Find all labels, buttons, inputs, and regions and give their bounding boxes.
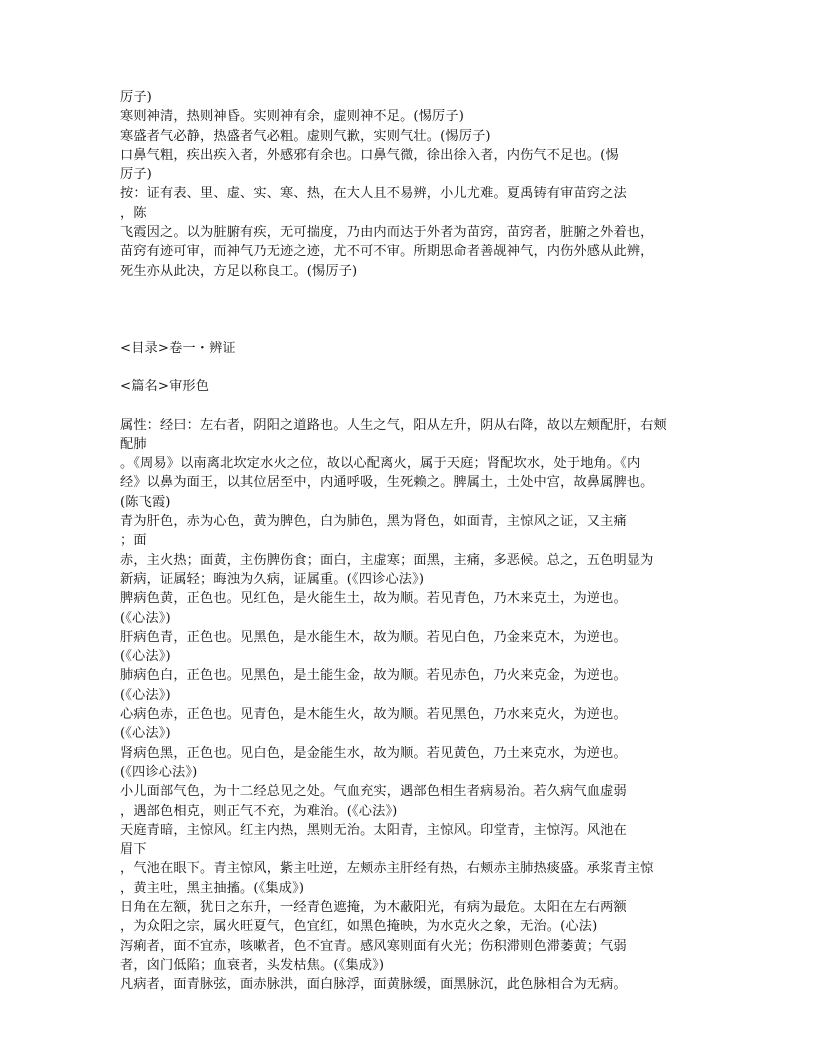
text-line: 厉子): [120, 90, 152, 105]
text-line: 新病，证属轻；晦浊为久病，证属重。(《四诊心法》): [120, 571, 425, 587]
section-heading: <篇名>审形色: [120, 379, 210, 395]
text-line: (《心法》): [120, 649, 171, 665]
text-line: 眉下: [120, 842, 147, 858]
text-line: ，黄主吐，黑主抽搐。(《集成》): [120, 880, 305, 896]
text-line: 赤，主火热；面黄，主伤脾伤食；面白，主虚寒；面黑，主痛，多恶候。总之，五色明显为: [120, 552, 654, 568]
text-line: ，气池在眼下。青主惊风，紫主吐逆，左颊赤主肝经有热，右颊赤主肺热痰盛。承浆青主惊: [120, 861, 654, 877]
text-line: 泻痢者，面不宜赤，咳嗽者，色不宜青。感风寒则面有火光；伤积滞则色滞萎黄；气弱: [120, 938, 627, 954]
text-line: 飞霞因之。以为脏腑有疾，无可揣度，乃由内而达于外者为苗窍，苗窍者，脏腑之外着也，: [120, 225, 654, 241]
text-line: 肝病色青，正色也。见黑色，是水能生木，故为顺。若见白色，乃金来克木，为逆也。: [120, 629, 627, 645]
text-line: 配肺: [120, 436, 147, 452]
text-line: 经》以鼻为面王，以其位居至中，内通呼吸，生死赖之。脾属土，土处中宫，故鼻属脾也。: [120, 475, 654, 491]
text-line: 厉子): [120, 167, 152, 183]
text-block-2: [120, 416, 720, 995]
text-line: 凡病者，面青脉弦，面赤脉洪，面白脉浮，面黄脉缓，面黑脉沉，此色脉相合为无病。: [120, 977, 627, 993]
text-line: 肺病色白，正色也。见黑色，是土能生金，故为顺。若见赤色，乃火来克金，为逆也。: [120, 668, 627, 684]
spacer: [120, 281, 720, 320]
spacer: [120, 397, 720, 416]
text-line: ，遇部色相克，则正气不充，为难治。(《心法》): [120, 803, 398, 819]
text-line: 寒则神清，热则神昏。实则神有余，虚则神不足。(惕厉子): [120, 109, 465, 125]
text-line: 青为肝色，赤为心色，黄为脾色，白为肺色，黑为肾色，如面青，主惊风之证，又主痛: [120, 514, 627, 530]
text-line: 死生亦从此决，方足以称良工。(惕厉子): [120, 263, 358, 279]
text-block-1: [120, 88, 720, 281]
text-line: 属性：经曰：左右者，阴阳之道路也。人生之气，阳从左升，阴从右降，故以左颊配肝，右颊: [120, 417, 667, 433]
text-line: 按：证有表、里、虚、实、寒、热，在大人且不易辨，小儿尤难。夏禹铸有审苗窍之法: [120, 186, 627, 202]
text-line: ，为众阳之宗，属火旺夏气，色宜红，如黑色掩映，为水克火之象，无治。(心法): [120, 919, 598, 935]
document-page: [120, 88, 720, 994]
text-line: 心病色赤，正色也。见青色，是木能生火，故为顺。若见黑色，乃水来克火，为逆也。: [120, 707, 627, 723]
text-line: (《心法》): [120, 610, 171, 626]
text-line: 。《周易》以南离北坎定水火之位，故以心配离火，属于天庭；肾配坎水，处于地角。《内: [120, 456, 641, 472]
spacer: [120, 358, 720, 377]
text-line: 寒盛者气必静，热盛者气必粗。虚则气歉，实则气壮。(惕厉子): [120, 128, 491, 144]
text-line: 肾病色黑，正色也。见白色，是金能生水，故为顺。若见黄色，乃土来克水，为逆也。: [120, 745, 627, 761]
text-line: 日角在左额，犹日之东升，一经青色遮掩，为木蔽阳光，有病为最危。太阳在左右两额: [120, 899, 627, 915]
text-line: (《心法》): [120, 726, 171, 742]
text-line: 脾病色黄，正色也。见红色，是火能生土，故为顺。若见青色，乃木来克土，为逆也。: [120, 591, 627, 607]
text-line: 苗窍有迹可审，而神气乃无迹之迹，尤不可不审。所期思命者善觇神气，内伤外感从此辨，: [120, 244, 654, 260]
text-line: 小儿面部气色，为十二经总见之处。气血充实，遇部色相生者病易治。若久病气血虚弱: [120, 784, 627, 800]
text-line: ，陈: [120, 205, 147, 221]
text-line: 口鼻气粗，疾出疾入者，外感邪有余也。口鼻气微，徐出徐入者，内伤气不足也。(惕: [120, 147, 619, 163]
text-line: 者，囟门低陷；血衰者，头发枯焦。(《集成》): [120, 957, 385, 973]
catalog-heading: <目录>卷一・辨证: [120, 340, 236, 356]
text-line: (陈飞霞): [120, 494, 171, 510]
text-line: (《心法》): [120, 687, 171, 703]
text-line: 天庭青暗，主惊风。红主内热，黑则无治。太阳青，主惊风。印堂青，主惊泻。风池在: [120, 822, 627, 838]
text-line: (《四诊心法》): [120, 764, 198, 780]
spacer: [120, 320, 720, 339]
text-line: ；面: [120, 533, 147, 549]
